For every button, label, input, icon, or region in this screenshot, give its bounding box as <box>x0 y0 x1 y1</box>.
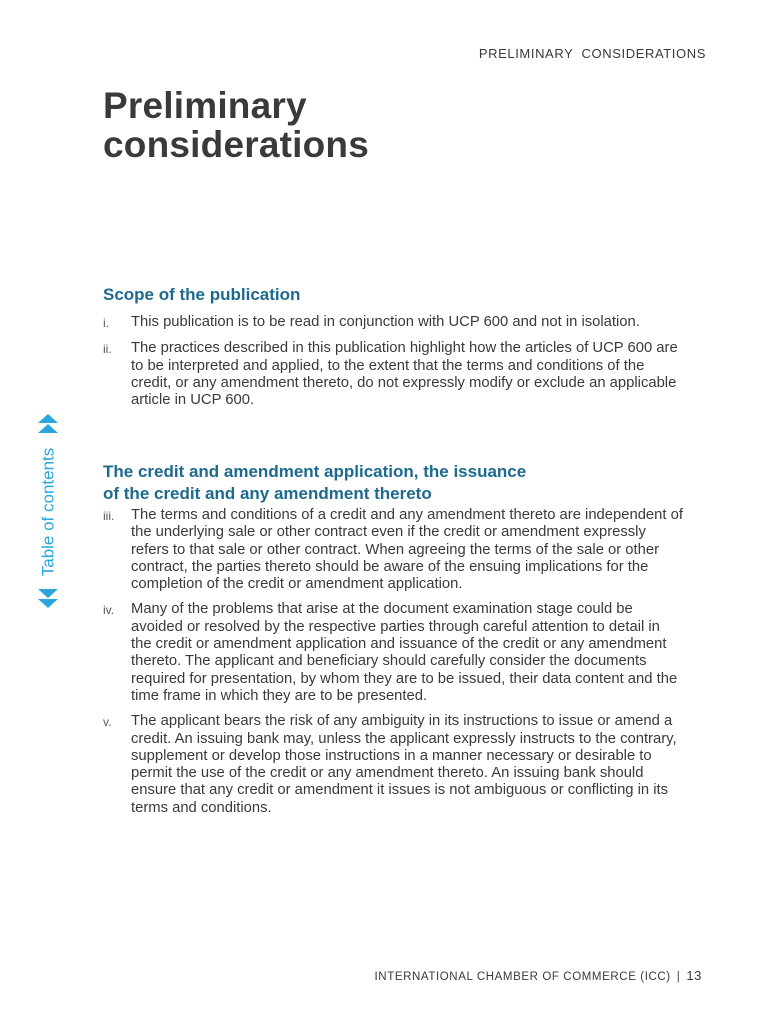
page-title-line-1: Preliminary <box>103 85 307 126</box>
page-footer <box>375 968 702 983</box>
section-heading-credit-application <box>103 461 526 505</box>
page-title-line-2: considerations <box>103 124 369 165</box>
item-number: iii. <box>103 509 115 523</box>
section-heading-scope: Scope of the publication <box>103 285 301 304</box>
item-text: Many of the problems that arise at the document examination stage could be avoided or resolved by the respective parties through careful attention to detail in the credit or amendment application and issuance of the credit or any amendment thereto. The applicant and beneficiary should carefully consider the documents required for presentation, by whom they are to be issued, their data content and the time frame in which they are to be presented. <box>131 601 678 704</box>
list-item <box>103 713 683 817</box>
page-title <box>103 86 369 164</box>
list-item <box>103 601 683 705</box>
table-of-contents-link[interactable] <box>28 412 68 610</box>
item-text: The applicant bears the risk of any ambiguity in its instructions to issue or amend a credit. An issuing bank may, unless the applicant expressly instructs to the contrary, supplement or develop those instructions in a manner necessary or desirable to permit the use of the credit or any amendment thereto. An issuing bank should ensure that any credit or amendment it issues is not ambiguous or conflicting in its terms and conditions. <box>131 713 677 816</box>
item-number: iv. <box>103 603 115 618</box>
double-chevron-up-icon[interactable] <box>36 412 60 436</box>
item-text: The terms and conditions of a credit and any amendment thereto are independent of the underlying sale or other contract even if the credit or amendment expressly refers to that sale or other contract. When agreeing the terms of the sale or other contract, the parties thereto should be aware of the ensuing implications for the completion of the credit or amendment application. <box>131 507 683 593</box>
double-chevron-down-icon[interactable] <box>36 586 60 610</box>
item-text: This publication is to be read in conjunction with UCP 600 and not in isolation. <box>131 314 640 330</box>
section-heading-line-1: The credit and amendment application, the issuance <box>103 462 527 481</box>
table-of-contents-label[interactable]: Table of contents <box>38 447 57 577</box>
page-number: 13 <box>686 968 702 983</box>
footer-publisher: INTERNATIONAL CHAMBER OF COMMERCE (ICC) <box>374 971 671 983</box>
item-number: ii. <box>103 342 112 357</box>
list-item <box>103 314 683 332</box>
section-heading-line-2: of the credit and any amendment thereto <box>103 484 432 503</box>
running-head: PRELIMINARY CONSIDERATIONS <box>478 46 706 61</box>
list-item <box>103 507 683 593</box>
footer-separator: | <box>676 971 681 983</box>
list-item <box>103 340 683 409</box>
credit-application-list <box>103 507 683 825</box>
item-number: v. <box>103 715 112 730</box>
item-number: i. <box>103 316 109 330</box>
item-text: The practices described in this publication highlight how the articles of UCP 600 are to be interpreted and applied, to the extent that the terms and conditions of the credit, or any amendment thereto, do not expressly modify or exclude an applicable article in UCP 600. <box>131 340 678 409</box>
scope-list <box>103 314 683 417</box>
